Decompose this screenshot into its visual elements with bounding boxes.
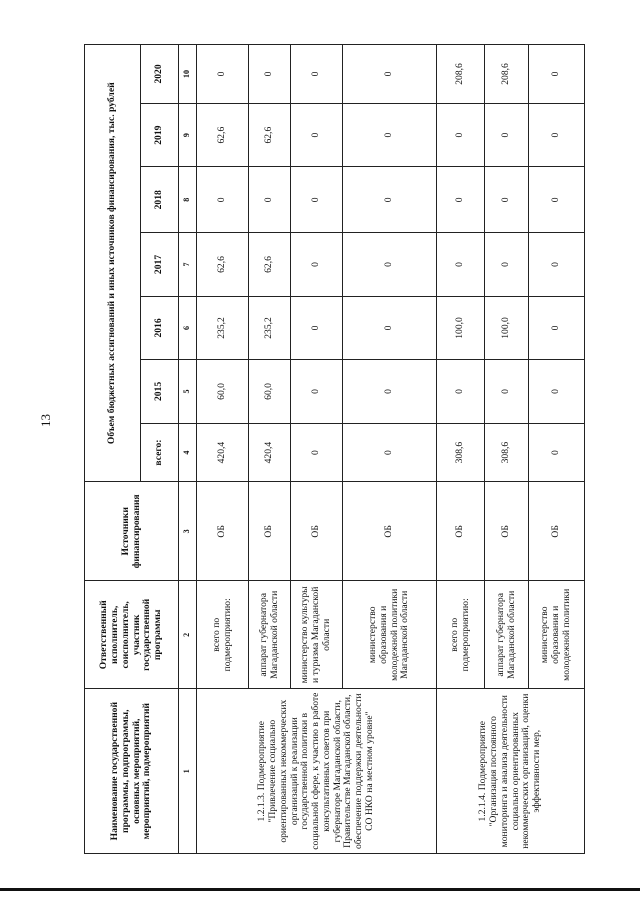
column-number: 5 <box>179 360 197 423</box>
value-cell: 308,6 <box>437 423 485 482</box>
header-source: Источники финансирования <box>85 482 179 581</box>
column-number: 4 <box>179 423 197 482</box>
value-cell: 0 <box>529 103 585 166</box>
value-cell: 208,6 <box>485 45 529 104</box>
header-name: Наименование государственной программы, подпрограммы, основных мероприятий, мероприятий, подмероприятий <box>85 689 179 854</box>
value-cell: 62,6 <box>249 233 291 296</box>
value-cell: 0 <box>485 360 529 423</box>
column-number: 1 <box>179 689 197 854</box>
rotated-table-wrapper <box>84 44 584 854</box>
source-cell: ОБ <box>485 482 529 581</box>
header-year-2017: 2017 <box>141 233 179 296</box>
value-cell: 0 <box>437 360 485 423</box>
header-year-2015: 2015 <box>141 360 179 423</box>
value-cell: 0 <box>343 103 437 166</box>
financing-table <box>84 44 585 854</box>
value-cell: 0 <box>343 296 437 359</box>
source-cell: ОБ <box>343 482 437 581</box>
header-year-2016: 2016 <box>141 296 179 359</box>
executor-cell: всего по подмероприятию: <box>437 581 485 689</box>
value-cell: 208,6 <box>437 45 485 104</box>
executor-cell: всего по подмероприятию: <box>197 581 249 689</box>
value-cell: 62,6 <box>249 103 291 166</box>
submeasure-name: 1.2.1.4. Подмероприятие "Организация постоянного мониторинга и анализа деятельности социально ориентированных некоммерческих организаций, оценки эффективности мер, <box>437 689 585 854</box>
value-cell: 0 <box>343 423 437 482</box>
header-year-2020: 2020 <box>141 45 179 104</box>
value-cell: 0 <box>529 167 585 233</box>
value-cell: 0 <box>291 233 343 296</box>
value-cell: 100,0 <box>485 296 529 359</box>
value-cell: 0 <box>485 103 529 166</box>
column-number: 2 <box>179 581 197 689</box>
value-cell: 420,4 <box>249 423 291 482</box>
value-cell: 0 <box>529 296 585 359</box>
column-number: 3 <box>179 482 197 581</box>
source-cell: ОБ <box>529 482 585 581</box>
source-cell: ОБ <box>197 482 249 581</box>
value-cell: 0 <box>529 233 585 296</box>
value-cell: 0 <box>291 45 343 104</box>
submeasure-name: 1.2.1.3. Подмероприятие "Привлечение социально ориентированных некоммерческих организаций к реализации государственной политики в социальной сфере, к участию в работе консультативных советов при губернаторе Магаданской области, Правительстве Магаданской области, обеспечение поддержки деятельности СО НКО на местном уровне" <box>197 689 437 854</box>
header-funding: Объем бюджетных ассигнований и иных источников финансирования, тыс. рублей <box>85 45 141 482</box>
column-number-row <box>179 45 197 854</box>
header-year-2018: 2018 <box>141 167 179 233</box>
header-year-2019: 2019 <box>141 103 179 166</box>
value-cell: 0 <box>291 296 343 359</box>
value-cell: 0 <box>291 423 343 482</box>
column-number: 6 <box>179 296 197 359</box>
column-number: 9 <box>179 103 197 166</box>
value-cell: 0 <box>343 167 437 233</box>
value-cell: 420,4 <box>197 423 249 482</box>
value-cell: 235,2 <box>197 296 249 359</box>
executor-cell: министерство образования и молодежной политики Магаданской области <box>343 581 437 689</box>
table-row <box>437 45 485 854</box>
value-cell: 100,0 <box>437 296 485 359</box>
value-cell: 0 <box>529 360 585 423</box>
value-cell: 235,2 <box>249 296 291 359</box>
value-cell: 0 <box>291 167 343 233</box>
page-number: 13 <box>38 414 53 427</box>
value-cell: 62,6 <box>197 233 249 296</box>
column-number: 10 <box>179 45 197 104</box>
value-cell: 0 <box>291 360 343 423</box>
value-cell: 0 <box>249 167 291 233</box>
value-cell: 0 <box>485 233 529 296</box>
value-cell: 0 <box>485 167 529 233</box>
value-cell: 0 <box>197 167 249 233</box>
value-cell: 0 <box>249 45 291 104</box>
value-cell: 62,6 <box>197 103 249 166</box>
value-cell: 308,6 <box>485 423 529 482</box>
value-cell: 0 <box>291 103 343 166</box>
executor-cell: министерство образования и молодежной политики <box>529 581 585 689</box>
value-cell: 0 <box>529 45 585 104</box>
source-cell: ОБ <box>291 482 343 581</box>
header-executor: Ответственный исполнитель, соисполнитель, участник государственной программы <box>85 581 179 689</box>
executor-cell: министерство культуры и туризма Магаданской области <box>291 581 343 689</box>
value-cell: 0 <box>437 167 485 233</box>
value-cell: 0 <box>437 233 485 296</box>
value-cell: 0 <box>343 233 437 296</box>
executor-cell: аппарат губернатора Магаданской области <box>249 581 291 689</box>
executor-cell: аппарат губернатора Магаданской области <box>485 581 529 689</box>
value-cell: 0 <box>197 45 249 104</box>
value-cell: 0 <box>343 45 437 104</box>
column-number: 7 <box>179 233 197 296</box>
header-total: всего: <box>141 423 179 482</box>
value-cell: 60,0 <box>249 360 291 423</box>
value-cell: 60,0 <box>197 360 249 423</box>
page-bottom-rule <box>0 888 640 891</box>
value-cell: 0 <box>343 360 437 423</box>
source-cell: ОБ <box>437 482 485 581</box>
value-cell: 0 <box>529 423 585 482</box>
source-cell: ОБ <box>249 482 291 581</box>
value-cell: 0 <box>437 103 485 166</box>
column-number: 8 <box>179 167 197 233</box>
table-row <box>197 45 249 854</box>
